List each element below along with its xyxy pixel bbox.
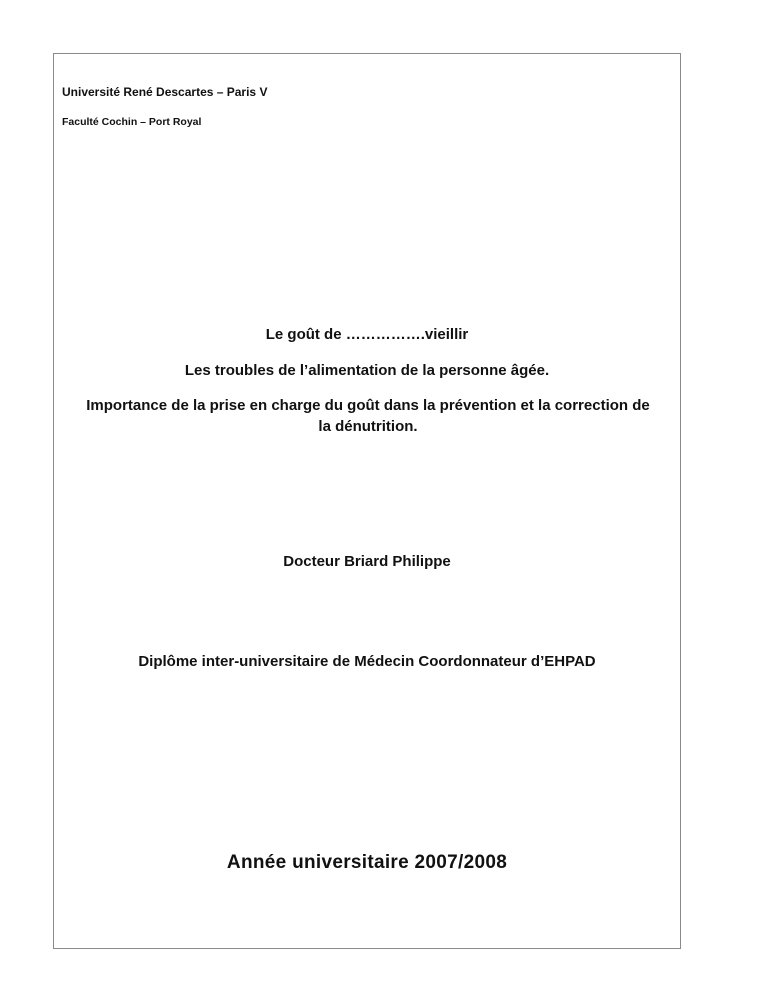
- university-name: Université René Descartes – Paris V: [62, 85, 268, 99]
- author-name: Docteur Briard Philippe: [283, 553, 451, 570]
- main-title: Le goût de …………….vieillir: [265, 326, 469, 343]
- diploma-title: Diplôme inter-universitaire de Médecin Coordonnateur d’EHPAD: [138, 653, 596, 670]
- faculty-name: Faculté Cochin – Port Royal: [62, 116, 202, 128]
- subtitle-importance: Importance de la prise en charge du goût dans la prévention et la correction de la dénutrition.: [86, 397, 650, 435]
- academic-year: Année universitaire 2007/2008: [226, 852, 508, 873]
- subtitle-troubles: Les troubles de l’alimentation de la personne âgée.: [184, 362, 550, 379]
- page-frame: [53, 53, 681, 949]
